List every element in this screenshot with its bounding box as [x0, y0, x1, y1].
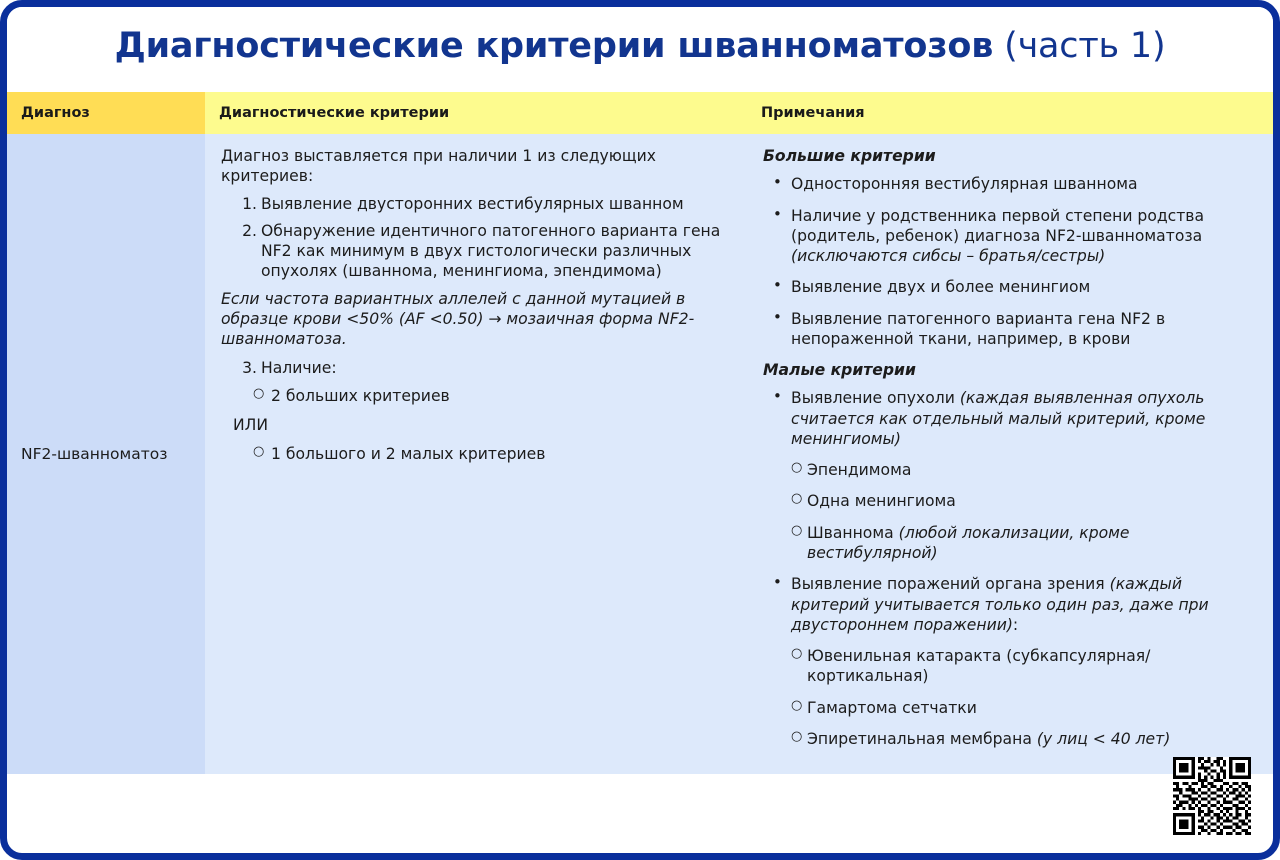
notes-major-item	[763, 206, 1259, 267]
notes-minor-sub-item	[763, 523, 1259, 564]
notes-minor-heading: Малые критерии	[763, 361, 916, 380]
notes-minor-text-italic: (каждая выявленная опухоль считается как отдельный малый критерий, кроме менингиомы)	[791, 389, 1206, 448]
criteria-numbered-text: Выявление двусторонних вестибулярных шванном	[261, 194, 684, 213]
slide-title-bar	[7, 7, 1273, 85]
list-marker-number: 3.	[242, 359, 257, 378]
notes-major-text: Выявление двух и более менингиом	[791, 278, 1091, 297]
list-marker-hollow: ○	[791, 728, 803, 744]
table-header-row	[7, 92, 1273, 134]
list-marker-bullet: •	[773, 573, 782, 592]
notes-vision-text: Выявление поражений органа зрения	[791, 575, 1110, 594]
notes-vision-sub-item	[763, 646, 1259, 687]
notes-minor-sub-text: Одна менингиома	[807, 492, 956, 511]
notes-minor-sub-text: Шваннома	[807, 523, 899, 542]
criteria-numbered-item	[221, 221, 729, 282]
criteria-sub-text: 1 большого и 2 малых критериев	[271, 445, 546, 464]
notes-major-item	[763, 309, 1259, 350]
criteria-mosaic-note: Если частота вариантных аллелей с данной мутацией в образце крови <50% (AF <0.50) → мозаичная форма NF2-шванноматоза.	[221, 289, 695, 349]
notes-minor-sub-text-italic: (любой локализации, кроме вестибулярной)	[807, 523, 1130, 562]
notes-vision-sub-text: Ювенильная катаракта (субкапсулярная/кортикальная)	[807, 647, 1151, 686]
notes-minor-text: Выявление опухоли	[791, 389, 960, 408]
list-marker-bullet: •	[773, 173, 782, 192]
notes-major-heading: Большие критерии	[763, 147, 936, 165]
notes-minor-sub-item	[763, 491, 1259, 511]
criteria-intro: Диагноз выставляется при наличии 1 из следующих критериев:	[221, 147, 656, 186]
list-marker-hollow: ○	[791, 697, 803, 713]
column-header-criteria: Диагностические критерии	[205, 92, 747, 134]
column-header-diagnosis: Диагноз	[7, 92, 205, 134]
notes-vision-text-tail: :	[1012, 615, 1019, 634]
criteria-sub-item	[221, 386, 729, 406]
page-title-main: Диагностические критерии шванноматозов	[114, 25, 994, 66]
criteria-sub-item	[221, 444, 729, 464]
list-marker-bullet: •	[773, 307, 782, 326]
list-marker-hollow: ○	[791, 491, 803, 507]
list-marker-bullet: •	[773, 204, 782, 223]
notes-vision-sub-item	[763, 698, 1259, 718]
criteria-numbered-text: Обнаружение идентичного патогенного варианта гена NF2 как минимум в двух гистологически различных опухолях (шваннома, менингиома, эпендимома)	[261, 221, 721, 281]
criteria-sub-text: 2 больших критериев	[271, 386, 450, 405]
notes-minor-item	[763, 388, 1259, 449]
notes-minor-sub-item	[763, 460, 1259, 480]
notes-vision-sub-item	[763, 729, 1259, 749]
list-marker-hollow: ○	[253, 385, 265, 401]
list-marker-hollow: ○	[253, 444, 265, 460]
criteria-table	[7, 92, 1273, 774]
list-marker-number: 2.	[242, 221, 257, 240]
list-marker-hollow: ○	[791, 646, 803, 662]
notes-vision-sub-text: Эпиретинальная мембрана	[807, 729, 1037, 748]
qr-code-icon	[1173, 757, 1251, 835]
notes-vision-sub-text-italic: (у лиц < 40 лет)	[1036, 729, 1171, 748]
list-marker-bullet: •	[773, 387, 782, 406]
table-row	[7, 134, 1273, 774]
cell-diagnosis: NF2-шванноматоз	[7, 134, 205, 774]
notes-vision-text-italic: (каждый критерий учитывается только один раз, даже при двустороннем поражении)	[791, 575, 1209, 634]
cell-notes	[747, 134, 1273, 774]
notes-major-text: Односторонняя вестибулярная шваннома	[791, 175, 1138, 194]
criteria-numbered-item	[221, 194, 729, 214]
notes-major-item	[763, 174, 1259, 194]
criteria-or-label: ИЛИ	[233, 415, 269, 434]
page-title-part: (часть 1)	[1004, 25, 1166, 66]
qr-code[interactable]	[1173, 757, 1251, 835]
list-marker-hollow: ○	[791, 522, 803, 538]
criteria-numbered-item	[221, 358, 729, 378]
list-marker-bullet: •	[773, 276, 782, 295]
notes-vision-sub-text: Гамартома сетчатки	[807, 698, 977, 717]
page-title	[114, 25, 1166, 66]
list-marker-hollow: ○	[791, 460, 803, 476]
criteria-numbered-text: Наличие:	[261, 359, 337, 378]
list-marker-number: 1.	[242, 194, 257, 213]
notes-vision-item	[763, 574, 1259, 635]
notes-major-text: Наличие у родственника первой степени родства (родитель, ребенок) диагноза NF2-шванноматоза	[791, 206, 1205, 245]
notes-major-text-italic: (исключаются сибсы – братья/сестры)	[791, 247, 1106, 266]
notes-major-text: Выявление патогенного варианта гена NF2 в непораженной ткани, например, в крови	[791, 309, 1166, 348]
notes-minor-sub-text: Эпендимома	[807, 461, 912, 480]
cell-criteria	[205, 134, 747, 774]
column-header-notes: Примечания	[747, 92, 1273, 134]
notes-major-item	[763, 277, 1259, 297]
